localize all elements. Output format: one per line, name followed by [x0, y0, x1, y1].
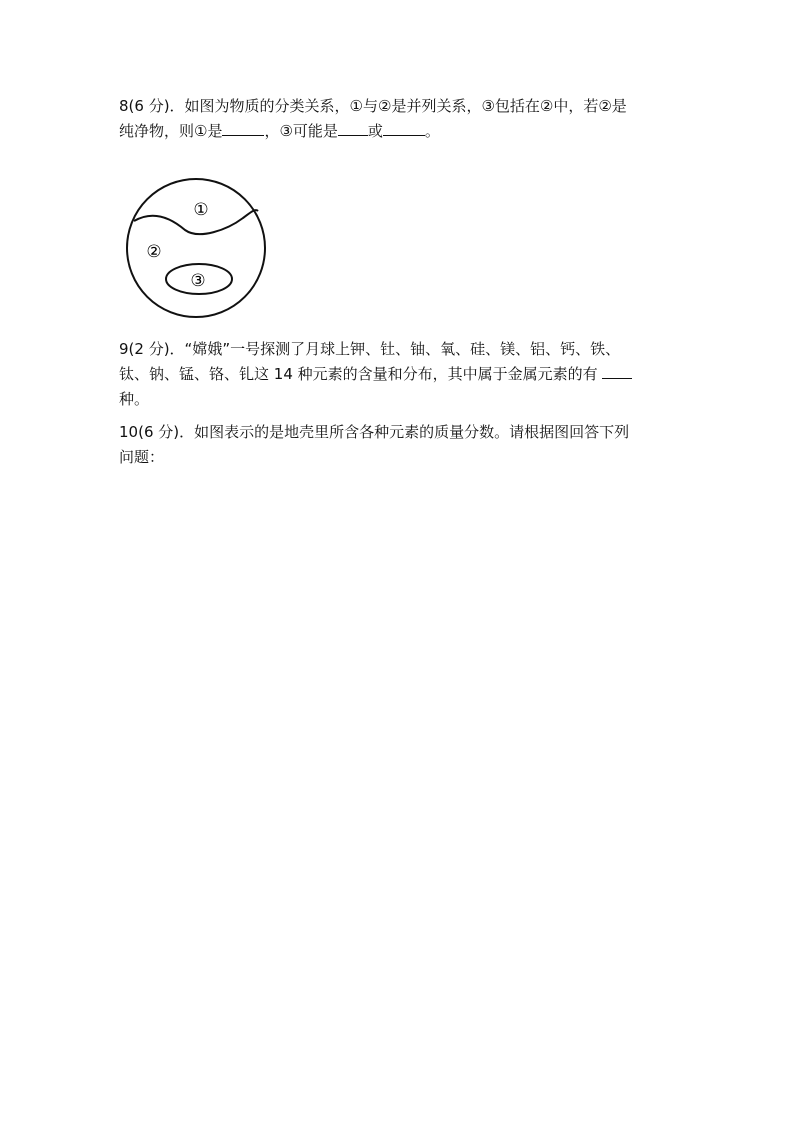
classification-diagram	[123, 178, 269, 318]
diagram-label-1: ①	[193, 200, 209, 220]
answer-blank-1[interactable]	[222, 120, 264, 136]
question-9-line-3: 种。	[119, 390, 150, 408]
question-10-line-2: 问题：	[119, 448, 165, 466]
question-10-line-1: 10(6 分)．如图表示的是地壳里所含各种元素的质量分数。请根据图回答下列	[119, 423, 630, 441]
question-9-line-2	[119, 362, 679, 387]
question-8-line-1: 8(6 分)．如图为物质的分类关系，①与②是并列关系，③包括在②中，若②是	[119, 97, 627, 115]
question-8-text-d: 。	[424, 122, 440, 140]
question-9-line-1: 9(2 分)．“嫦娥”一号探测了月球上钾、钍、铀、氧、硅、镁、铝、钙、铁、	[119, 340, 621, 358]
answer-blank-4[interactable]	[602, 363, 632, 379]
question-8-line-2	[119, 119, 679, 144]
question-8-text-a: 纯净物，则①是	[119, 122, 223, 140]
question-8-text-b: ，③可能是	[264, 122, 338, 140]
question-9-text-a: 钛、钠、锰、铬、钆这 14 种元素的含量和分布，其中属于金属元素的有	[119, 365, 603, 383]
answer-blank-2[interactable]	[338, 120, 368, 136]
diagram-label-2: ②	[146, 242, 162, 262]
question-10	[119, 420, 679, 470]
question-8-text-c: 或	[367, 122, 383, 140]
question-9	[119, 337, 679, 412]
question-8	[119, 94, 679, 144]
answer-blank-3[interactable]	[383, 120, 425, 136]
diagram-label-3: ③	[190, 271, 206, 291]
